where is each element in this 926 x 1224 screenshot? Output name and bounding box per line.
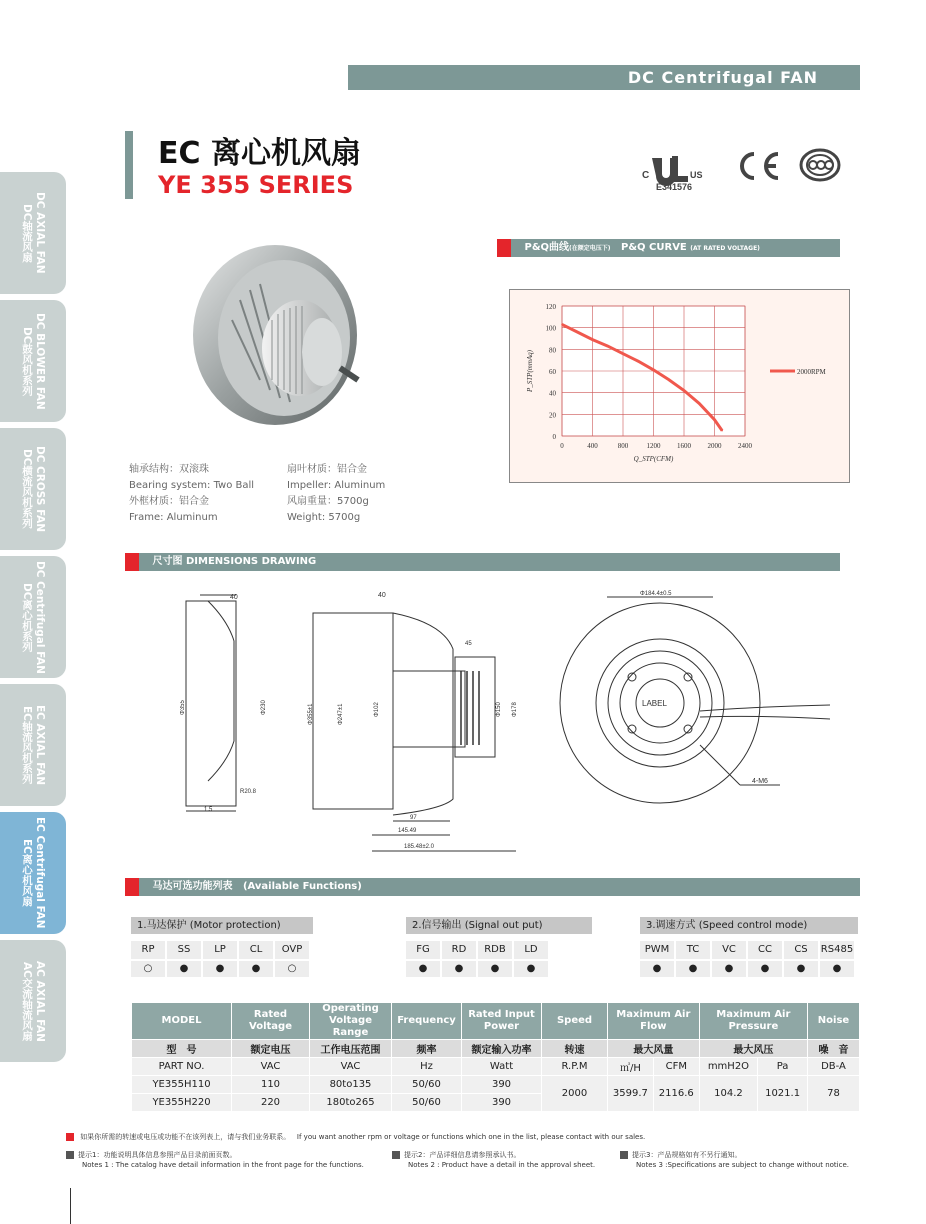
red-note-en: If you want another rpm or voltage or functions which one in the list, please contact with our sales. [296, 1133, 646, 1141]
page-title: EC 离心机风扇 [158, 136, 361, 171]
y-tick-label: 100 [545, 324, 556, 333]
data-point [683, 390, 685, 392]
x-tick-label: 2000 [707, 442, 722, 450]
red-note-cn: 如果你所需的转速或电压或功能不在该列表上，请与我们业务联系。 [80, 1133, 291, 1141]
side-tab-en: DC Centrifugal FAN [34, 560, 46, 674]
pq-header-marker [497, 239, 511, 257]
note-3 [620, 1150, 880, 1170]
func-group-items [640, 941, 854, 977]
note-1-en: Notes 1 : The catalog have detail information in the front page for the functions. [82, 1161, 364, 1169]
side-tab-en: DC AXIAL FAN [34, 192, 46, 274]
side-tab-en: DC BLOWER FAN [34, 312, 46, 410]
row1-freq: 50/60 [392, 1076, 462, 1094]
func-item [203, 941, 237, 977]
th-pressure: Maximum Air Pressure [699, 1003, 807, 1040]
funcs-label-en: (Available Functions) [242, 881, 362, 892]
ul-code-text: E341576 [656, 182, 693, 192]
side-tab-en: DC CROSS FAN [34, 446, 46, 532]
cn-freq: 频率 [392, 1040, 462, 1058]
side-tab-cn: EC轴流风机系列 [21, 706, 33, 784]
unit-mmh2o: mmH2O [699, 1058, 757, 1076]
unit-vac1: VAC [232, 1058, 310, 1076]
row2-power: 390 [462, 1094, 542, 1112]
sect-dim-4: Φ102 [374, 702, 380, 717]
note-2-cn: 提示2：产品详细信息请参照承认书。 [404, 1151, 521, 1159]
func-item-status: ● [442, 961, 476, 977]
red-note-marker [66, 1133, 74, 1141]
y-tick-label: 120 [545, 303, 556, 311]
func-item-status: ○ [131, 961, 165, 977]
note-2-en: Notes 2 : Product have a detail in the approval sheet. [408, 1161, 596, 1169]
row2-range: 180to265 [310, 1094, 392, 1112]
row1-voltage: 110 [232, 1076, 310, 1094]
side-tab-cn: DC离心机系列 [21, 582, 33, 652]
func-group-items [406, 941, 548, 977]
side-dim-1: 40 [230, 594, 238, 601]
page-edge-line [70, 1188, 71, 1224]
func-item-status: ● [784, 961, 818, 977]
func-item-status: ● [203, 961, 237, 977]
side-tab-label [20, 705, 46, 785]
func-item-label: LP [203, 941, 237, 959]
func-group-title: 3.调速方式 (Speed control mode) [640, 917, 858, 934]
func-item [784, 941, 818, 977]
x-tick-label: 2400 [738, 442, 752, 450]
data-point [668, 379, 670, 381]
ce-mark-icon [736, 150, 786, 182]
x-tick-label: 800 [617, 442, 629, 450]
func-item-label: RS485 [820, 941, 854, 959]
y-tick-label: 40 [549, 389, 556, 398]
func-item-label: RDB [478, 941, 512, 959]
cn-flow: 最大风量 [608, 1040, 700, 1058]
func-item [275, 941, 309, 977]
pq-label-en: P&Q CURVE [621, 242, 687, 253]
func-item [131, 941, 165, 977]
red-note [66, 1132, 866, 1142]
table-row [132, 1076, 860, 1094]
side-tab-cn: EC离心机风扇 [21, 839, 33, 907]
func-item [239, 941, 273, 977]
func-item-label: FG [406, 941, 440, 959]
sect-dim-7: Φ178 [512, 702, 518, 717]
unit-dba: DB-A [808, 1058, 860, 1076]
sect-dim-6: Φ150 [496, 702, 502, 717]
ccc-mark-icon [798, 148, 842, 184]
data-point [721, 430, 723, 432]
unit-rpm: R.P.M [542, 1058, 608, 1076]
ul-c-text: C [642, 170, 650, 181]
sect-dim-10: 185.48±2.0 [404, 844, 434, 850]
side-tab-label [20, 446, 46, 532]
row2-freq: 50/60 [392, 1094, 462, 1112]
func-item [406, 941, 440, 977]
data-point [653, 369, 655, 371]
th-power: Rated Input Power [462, 1003, 542, 1040]
row1-model: YE355H110 [132, 1076, 232, 1094]
x-tick-label: 0 [560, 442, 564, 450]
func-item-label: VC [712, 941, 746, 959]
sect-dim-9: 145.49 [398, 828, 417, 834]
side-tab-cn: DC轴流风扇 [21, 203, 33, 263]
spec-impeller-cn: 扇叶材质：铝合金 [287, 464, 367, 475]
pq-label-cn-small: (在额定电压下) [569, 245, 611, 252]
row2-voltage: 220 [232, 1094, 310, 1112]
title-accent-bar [125, 131, 133, 199]
func-item [478, 941, 512, 977]
func-item [676, 941, 710, 977]
spec-weight-cn: 风扇重量：5700g [287, 496, 369, 507]
side-tab-label [20, 192, 46, 274]
cn-noise: 噪 音 [808, 1040, 860, 1058]
func-item-label: SS [167, 941, 201, 959]
fan-photo-icon [180, 240, 380, 430]
front-dim-1: Φ184.4±0.5 [640, 591, 672, 597]
func-item-status: ● [478, 961, 512, 977]
pressure-mm-value: 104.2 [699, 1076, 757, 1112]
side-tab-5[interactable] [0, 812, 66, 934]
unit-pa: Pa [758, 1058, 808, 1076]
spec-right [287, 462, 385, 526]
funcs-header [125, 878, 860, 896]
note-3-marker [620, 1151, 628, 1159]
func-item-label: RD [442, 941, 476, 959]
cn-voltage: 额定电压 [232, 1040, 310, 1058]
spec-bearing-cn: 轴承结构：双滚珠 [129, 464, 209, 475]
th-freq: Frequency [392, 1003, 462, 1040]
side-dim-4: R20.8 [240, 789, 257, 795]
side-tab-label [20, 817, 46, 928]
func-group-title: 2.信号输出 (Signal out put) [406, 917, 592, 934]
side-tab-3[interactable] [0, 556, 66, 678]
note-3-en: Notes 3 :Specifications are subject to change without notice. [636, 1161, 850, 1169]
dims-label-en: DIMENSIONS DRAWING [185, 556, 317, 567]
data-point [714, 419, 716, 421]
func-item-status: ● [676, 961, 710, 977]
front-holes: 4-M6 [752, 778, 768, 785]
sect-dim-8: 97 [410, 815, 417, 821]
cert-logos [640, 150, 850, 195]
front-label: LABEL [642, 699, 667, 708]
flow-m3-value: 3599.7 [608, 1076, 654, 1112]
func-item-label: TC [676, 941, 710, 959]
func-item [442, 941, 476, 977]
th-flow: Maximum Air Flow [608, 1003, 700, 1040]
func-item [167, 941, 201, 977]
func-item-label: PWM [640, 941, 674, 959]
speed-value: 2000 [542, 1076, 608, 1112]
front-view [560, 591, 830, 803]
dims-label-cn: 尺寸图 [152, 556, 183, 567]
func-item [748, 941, 782, 977]
legend-label: 2000RPM [797, 368, 826, 376]
pq-chart [509, 289, 850, 483]
unit-vac2: VAC [310, 1058, 392, 1076]
func-item-label: RP [131, 941, 165, 959]
side-tab-4[interactable] [0, 684, 66, 806]
func-group-title: 1.马达保护 (Motor protection) [131, 917, 313, 934]
side-tab-en: EC Centrifugal FAN [34, 817, 46, 929]
spec-left [129, 462, 254, 526]
side-tab-cn: DC横流风机系列 [21, 449, 33, 529]
note-1 [66, 1150, 386, 1170]
side-tab-1[interactable] [0, 300, 66, 422]
side-dim-2: Φ355 [180, 700, 186, 715]
func-item-status: ● [820, 961, 854, 977]
note-2-marker [392, 1151, 400, 1159]
funcs-label-cn: 马达可选功能列表 [152, 881, 233, 892]
data-point [622, 353, 624, 355]
func-item-status: ● [712, 961, 746, 977]
func-item-status: ○ [275, 961, 309, 977]
side-dim-5: 1.5 [204, 807, 213, 813]
data-point [592, 339, 594, 341]
spec-frame-cn: 外框材质：铝合金 [129, 496, 209, 507]
sect-dim-5: 45 [465, 641, 472, 647]
product-photo [180, 240, 380, 430]
th-voltage: Rated Voltage [232, 1003, 310, 1040]
row2-model: YE355H220 [132, 1094, 232, 1112]
note-1-marker [66, 1151, 74, 1159]
pq-label-cn: P&Q曲线 [524, 242, 570, 253]
section-view [308, 592, 518, 851]
func-item-label: LD [514, 941, 548, 959]
cn-power: 额定输入功率 [462, 1040, 542, 1058]
unit-part: PART NO. [132, 1058, 232, 1076]
unit-cfm: CFM [653, 1058, 699, 1076]
func-item [712, 941, 746, 977]
func-item-label: OVP [275, 941, 309, 959]
data-point [607, 345, 609, 347]
th-speed: Speed [542, 1003, 608, 1040]
func-item-status: ● [406, 961, 440, 977]
func-item-status: ● [239, 961, 273, 977]
pressure-pa-value: 1021.1 [758, 1076, 808, 1112]
spec-bearing-en: Bearing system: Two Ball [129, 480, 255, 491]
th-range: Operating Voltage Range [310, 1003, 392, 1040]
funcs-header-marker [125, 878, 139, 896]
dims-header-marker [125, 553, 139, 571]
unit-hz: Hz [392, 1058, 462, 1076]
sect-dim-3: Φ247±1 [338, 703, 344, 725]
func-item [820, 941, 854, 977]
side-tab-2[interactable] [0, 428, 66, 550]
spec-weight-en: Weight: 5700g [287, 512, 361, 523]
pq-header [497, 239, 840, 257]
pq-chart-svg [510, 290, 849, 482]
y-tick-label: 20 [549, 411, 556, 420]
func-item [514, 941, 548, 977]
side-tab-cn: DC鼓风机系列 [21, 326, 33, 396]
sect-dim-2: Φ355±1 [308, 703, 314, 725]
side-dim-3: Φ230 [261, 700, 267, 715]
row1-range: 80to135 [310, 1076, 392, 1094]
side-tab-0[interactable] [0, 172, 66, 294]
side-tab-6[interactable] [0, 940, 66, 1062]
unit-watt: Watt [462, 1058, 542, 1076]
series-title: YE 355 SERIES [158, 171, 354, 199]
th-noise: Noise [808, 1003, 860, 1040]
y-axis-label: P_STP(mmAq) [526, 350, 534, 392]
ul-us-text: US [690, 170, 703, 180]
unit-m3h: ㎥/H [608, 1058, 654, 1076]
dimension-drawings [180, 585, 860, 865]
noise-value: 78 [808, 1076, 860, 1112]
func-item-status: ● [514, 961, 548, 977]
x-tick-label: 1200 [646, 442, 661, 450]
func-item-label: CS [784, 941, 818, 959]
note-1-cn: 提示1：功能说明具体信息参照产品目录前面页数。 [78, 1151, 237, 1159]
pq-label-en-small: (AT RATED VOLTAGE) [690, 245, 760, 252]
func-item-status: ● [167, 961, 201, 977]
func-group-items [131, 941, 309, 977]
note-2 [392, 1150, 612, 1170]
side-view [180, 594, 267, 813]
cn-speed: 转速 [542, 1040, 608, 1058]
spec-impeller-en: Impeller: Aluminum [287, 480, 386, 491]
sect-dim-1: 40 [378, 592, 386, 599]
section-banner: DC Centrifugal FAN [348, 65, 860, 90]
data-point [561, 324, 563, 326]
side-tab-en: AC AXIAL FAN [34, 960, 46, 1042]
th-model: MODEL [132, 1003, 232, 1040]
func-item-label: CL [239, 941, 273, 959]
side-tab-en: EC AXIAL FAN [34, 704, 46, 786]
func-item [640, 941, 674, 977]
x-tick-label: 400 [587, 442, 598, 450]
cn-pressure: 最大风压 [699, 1040, 807, 1058]
data-point [637, 360, 639, 362]
y-tick-label: 60 [549, 368, 556, 376]
cn-model: 型 号 [132, 1040, 232, 1058]
side-tab-label [20, 561, 46, 674]
func-item-status: ● [748, 961, 782, 977]
y-tick-label: 80 [549, 346, 556, 355]
flow-cfm-value: 2116.6 [653, 1076, 699, 1112]
dims-header [125, 553, 840, 571]
data-point [576, 331, 578, 333]
func-item-status: ● [640, 961, 674, 977]
side-tab-label [20, 961, 46, 1042]
x-tick-label: 1600 [677, 442, 691, 450]
func-item-label: CC [748, 941, 782, 959]
spec-frame-en: Frame: Aluminum [129, 512, 218, 523]
row1-power: 390 [462, 1076, 542, 1094]
y-tick-label: 0 [552, 433, 556, 441]
note-3-cn: 提示3：产品规格如有不另行通知。 [632, 1151, 742, 1159]
cn-range: 工作电压范围 [310, 1040, 392, 1058]
x-axis-label: Q_STP(CFM) [633, 455, 674, 463]
side-tab-label [20, 313, 46, 410]
spec-table [131, 1002, 860, 1112]
data-point [698, 403, 700, 405]
side-tab-cn: AC交流轴流风扇 [21, 961, 33, 1041]
